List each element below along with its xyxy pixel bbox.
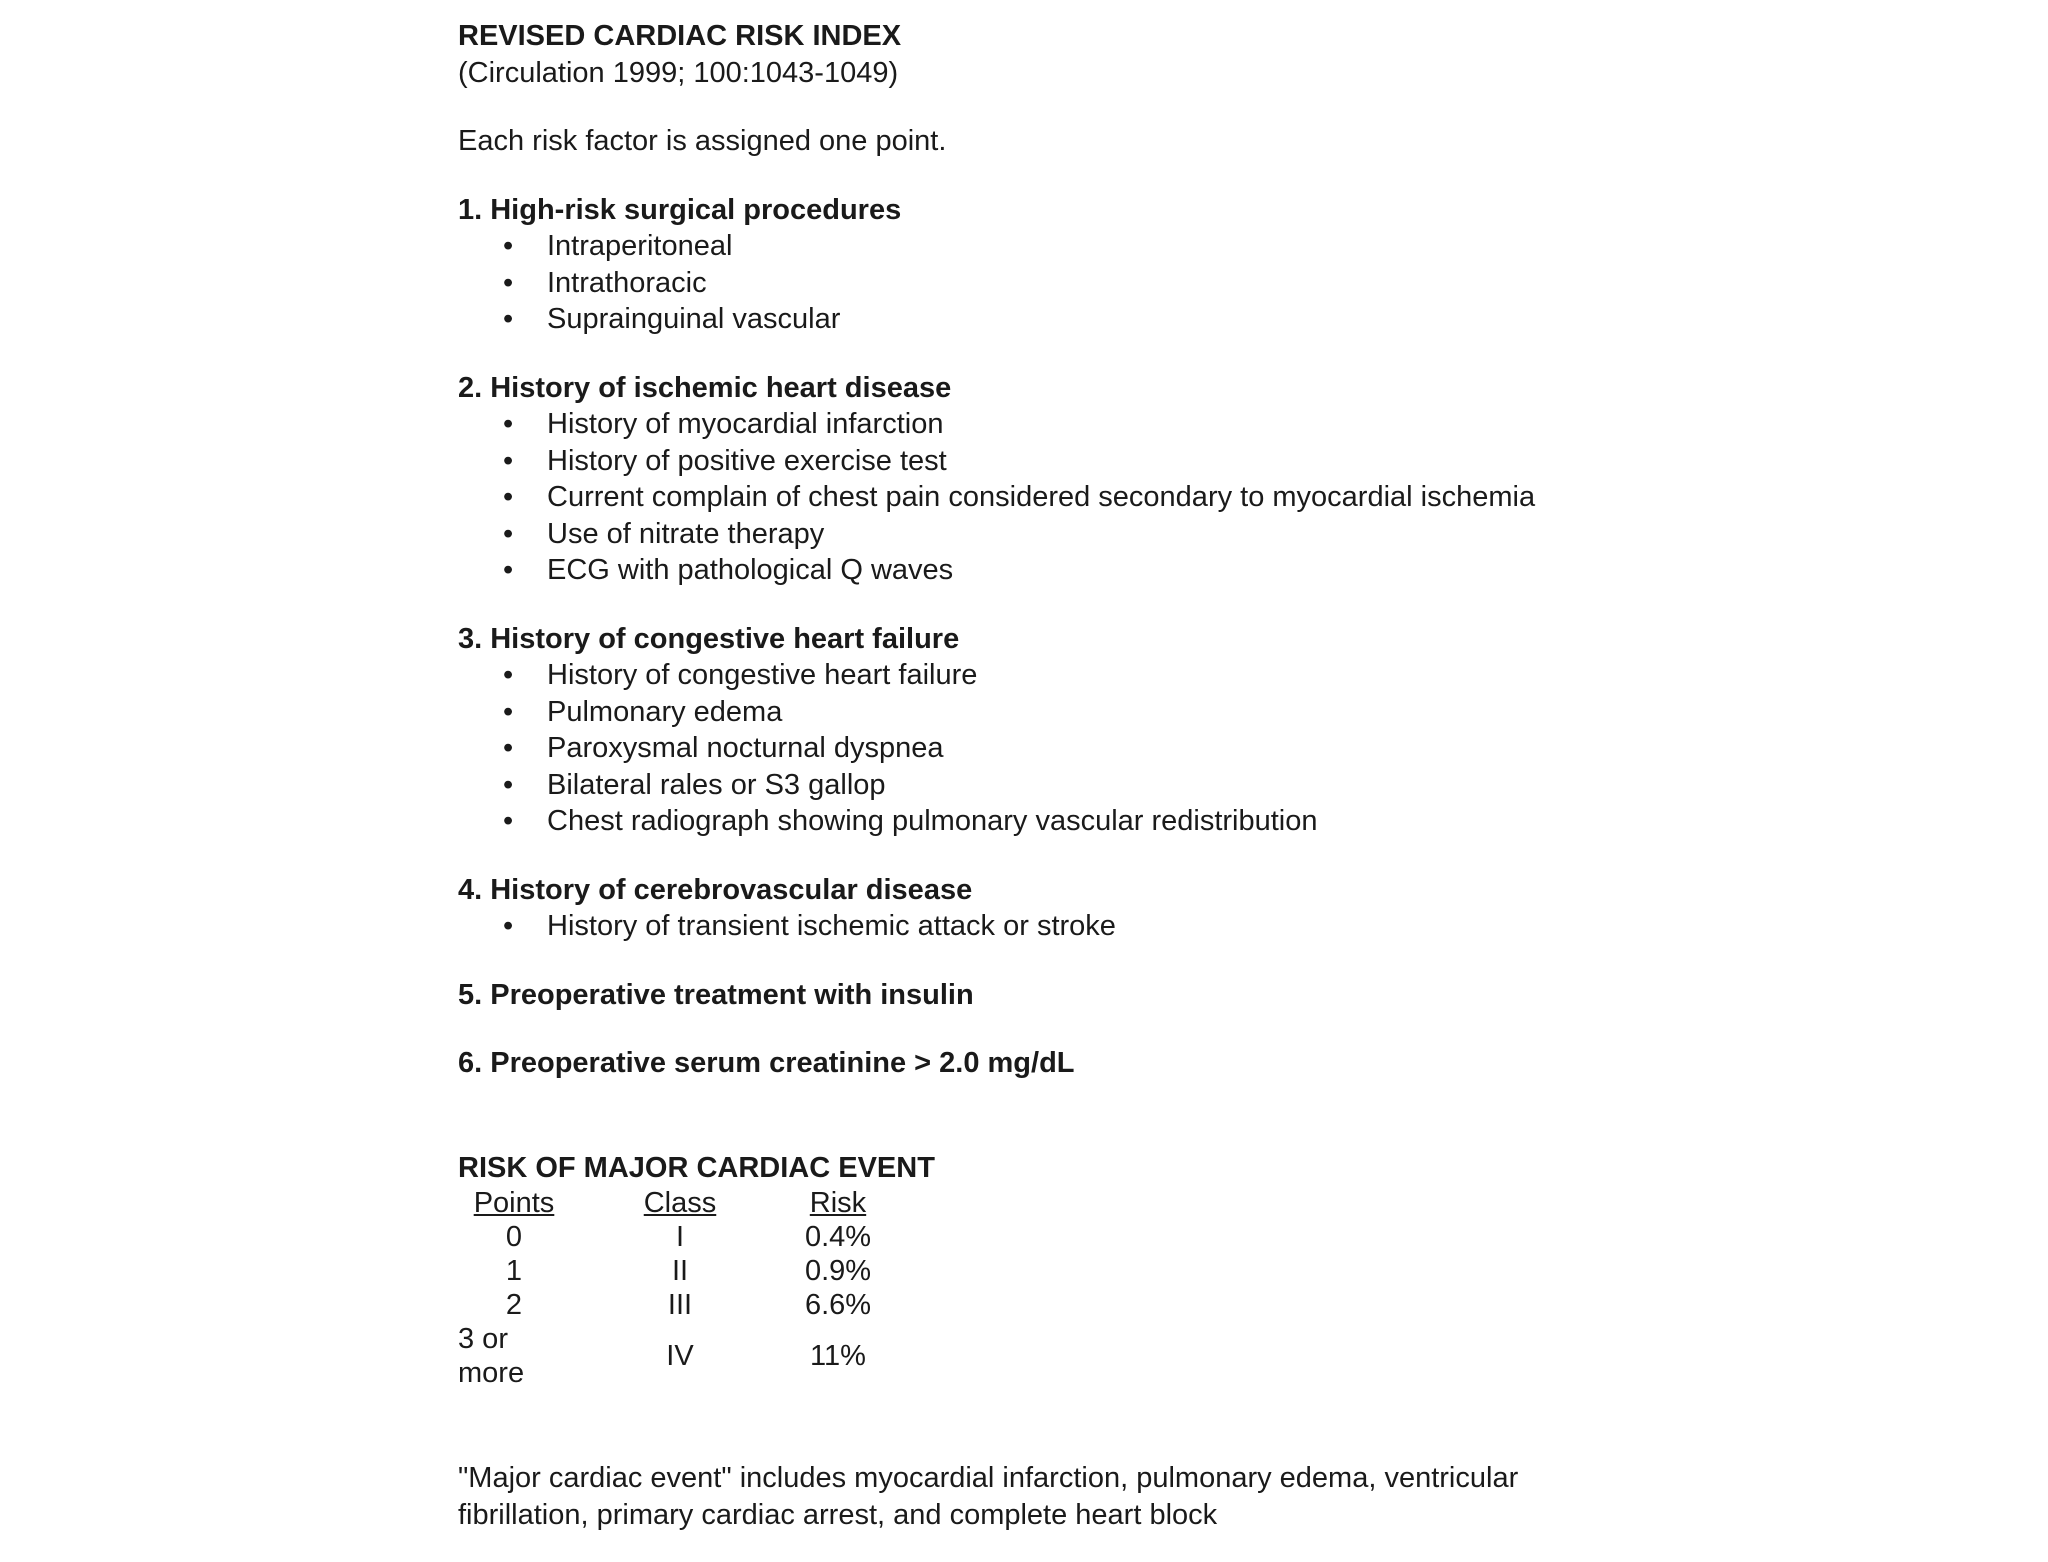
list-item	[458, 657, 1658, 694]
table-row	[458, 1288, 886, 1322]
column-header-class: Class	[643, 1187, 717, 1219]
bullet-list	[458, 228, 1658, 338]
risk-cell: 0.4%	[804, 1221, 872, 1253]
section-4	[458, 872, 1658, 945]
list-item	[458, 730, 1658, 767]
list-item	[458, 265, 1658, 302]
column-header-risk: Risk	[809, 1187, 867, 1219]
risk-table	[458, 1186, 886, 1390]
list-item	[458, 406, 1658, 443]
section-3	[458, 621, 1658, 840]
list-item-text: Current complain of chest pain considered secondary to myocardial ischemia	[547, 481, 1536, 513]
bullet-icon: •	[503, 695, 514, 728]
section-6	[458, 1045, 1658, 1082]
list-item-text: Bilateral rales or S3 gallop	[547, 768, 886, 801]
points-cell: 1	[505, 1255, 523, 1287]
list-item	[458, 552, 1658, 589]
bullet-icon: •	[503, 805, 514, 837]
class-cell: III	[667, 1289, 693, 1321]
bullet-icon: •	[503, 444, 514, 477]
bullet-list	[458, 908, 1658, 945]
bullet-icon: •	[503, 303, 514, 335]
bullet-icon: •	[503, 408, 514, 440]
points-cell: 2	[505, 1289, 523, 1321]
list-item	[458, 694, 1658, 731]
bullet-icon: •	[503, 230, 514, 262]
list-item-text: History of positive exercise test	[547, 444, 947, 477]
class-cell: I	[675, 1221, 685, 1253]
list-item-text: Paroxysmal nocturnal dyspnea	[547, 732, 944, 764]
bullet-icon: •	[503, 554, 514, 586]
list-item-text: Suprainguinal vascular	[547, 303, 841, 335]
bullet-icon: •	[503, 910, 514, 942]
table-row	[458, 1322, 886, 1390]
bullet-icon: •	[503, 768, 514, 801]
list-item-text: ECG with pathological Q waves	[547, 554, 954, 586]
list-item	[458, 228, 1658, 265]
section-heading: 2. History of ischemic heart disease	[458, 371, 952, 404]
table-row	[458, 1220, 886, 1254]
list-item	[458, 767, 1658, 804]
bullet-icon: •	[503, 266, 514, 299]
risk-block	[458, 1150, 1658, 1391]
column-header-points: Points	[473, 1187, 555, 1219]
list-item	[458, 479, 1658, 516]
list-item-text: History of congestive heart failure	[547, 659, 978, 691]
table-row	[458, 1254, 886, 1288]
list-item-text: Intraperitoneal	[547, 230, 733, 262]
list-item-text: History of myocardial infarction	[547, 408, 944, 440]
list-item-text: Use of nitrate therapy	[547, 517, 825, 550]
bullet-icon: •	[503, 659, 514, 691]
bullet-icon: •	[503, 481, 514, 513]
list-item	[458, 516, 1658, 553]
intro-text: Each risk factor is assigned one point.	[458, 125, 947, 157]
bullet-icon: •	[503, 517, 514, 550]
section-5	[458, 977, 1658, 1014]
risk-cell: 0.9%	[804, 1255, 872, 1287]
section-1	[458, 192, 1658, 338]
section-heading: 5. Preoperative treatment with insulin	[458, 978, 974, 1011]
document-title: REVISED CARDIAC RISK INDEX	[458, 20, 902, 52]
list-item	[458, 908, 1658, 945]
risk-heading: RISK OF MAJOR CARDIAC EVENT	[458, 1151, 935, 1184]
section-heading: 6. Preoperative serum creatinine > 2.0 mg/dL	[458, 1047, 1075, 1079]
section-heading: 1. High-risk surgical procedures	[458, 193, 902, 226]
class-cell: IV	[666, 1340, 694, 1372]
risk-cell: 11%	[810, 1340, 866, 1372]
list-item	[458, 443, 1658, 480]
list-item-text: Intrathoracic	[547, 266, 707, 299]
document	[458, 18, 1658, 1562]
list-item-text: Pulmonary edema	[547, 695, 783, 728]
bullet-list	[458, 406, 1658, 589]
list-item-text: Chest radiograph showing pulmonary vascular redistribution	[547, 805, 1318, 837]
section-heading: 4. History of cerebrovascular disease	[458, 873, 973, 906]
list-item-text: History of transient ischemic attack or stroke	[547, 910, 1116, 942]
risk-cell: 6.6%	[804, 1289, 872, 1321]
section-2	[458, 370, 1658, 589]
risk-table-header	[458, 1186, 886, 1220]
bullet-list	[458, 657, 1658, 840]
class-cell: II	[671, 1255, 689, 1287]
footnote: "Major cardiac event" includes myocardial infarction, pulmonary edema, ventricular fibrillation, primary cardiac arrest, and complete heart block	[458, 1462, 1519, 1531]
list-item	[458, 803, 1658, 840]
list-item	[458, 301, 1658, 338]
points-cell: 0	[505, 1221, 523, 1253]
bullet-icon: •	[503, 732, 514, 764]
risk-factor-sections	[458, 192, 1658, 1082]
section-heading: 3. History of congestive heart failure	[458, 622, 960, 655]
points-cell: 3 or more	[458, 1323, 525, 1389]
citation: (Circulation 1999; 100:1043-1049)	[458, 56, 899, 89]
